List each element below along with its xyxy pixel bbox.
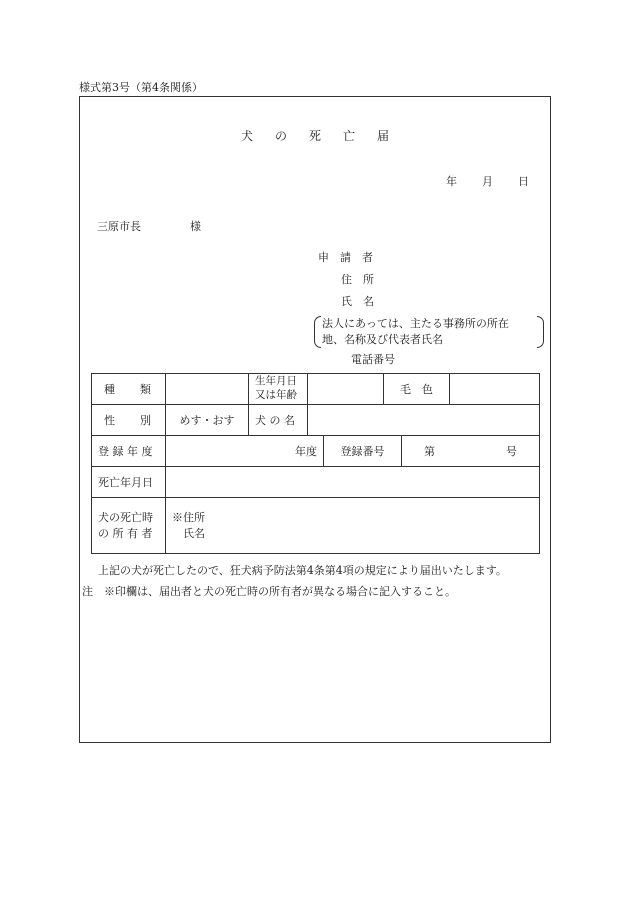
applicant-address-label: 住 所 — [341, 273, 374, 286]
addressee-honorific: 様 — [190, 220, 201, 233]
registration-number-value-cell[interactable] — [402, 436, 540, 467]
bracket-left — [314, 316, 321, 348]
title-char: 亡 — [343, 129, 356, 143]
registration-year-value-cell[interactable] — [166, 436, 324, 467]
title-char: 届 — [377, 129, 390, 143]
sex-options-cell[interactable] — [166, 405, 249, 436]
date-month: 月 — [482, 175, 493, 188]
corporate-note-line1: 法人にあっては、主たる事務所の所在 — [322, 317, 509, 330]
corporate-note-line2: 地、名称及び代表者氏名 — [322, 333, 443, 346]
form-number: 様式第3号（第4条関係） — [79, 81, 203, 94]
note: 注 ※印欄は、届出者と犬の死亡時の所有者が異なる場合に記入すること。 — [82, 585, 456, 598]
birth-label-line1: 生年月日 — [255, 375, 297, 388]
owner-label-cell — [92, 498, 166, 554]
kind-label-char: 類 — [140, 383, 151, 396]
applicant-name-label: 氏 名 — [341, 295, 374, 308]
death-date-value-cell[interactable] — [166, 467, 540, 498]
owner-value-cell[interactable] — [166, 498, 540, 554]
applicant-phone-label: 電話番号 — [351, 353, 395, 366]
registration-year-label-cell — [92, 436, 166, 467]
number-prefix: 第 — [424, 445, 435, 458]
sex-options: めす・おす — [179, 414, 235, 427]
owner-label-line2: の 所 有 者 — [98, 526, 153, 540]
registration-number-label-cell — [324, 436, 402, 467]
coat-color-value-cell[interactable] — [450, 374, 540, 405]
birth-label-cell — [249, 374, 308, 405]
sex-label-char: 別 — [140, 414, 151, 427]
bracket-right — [537, 316, 544, 348]
kind-label-char: 種 — [104, 383, 115, 396]
coat-color-label-cell — [384, 374, 450, 405]
sex-label-char: 性 — [104, 414, 115, 427]
table-row — [92, 467, 540, 498]
registration-table — [91, 373, 540, 554]
dog-name-value-cell[interactable] — [308, 405, 540, 436]
number-suffix: 号 — [506, 445, 517, 458]
kind-label-cell — [92, 374, 166, 405]
date-day: 日 — [518, 175, 529, 188]
applicant-label: 申 請 者 — [318, 251, 373, 264]
statement: 上記の犬が死亡したので、狂犬病予防法第4条第4項の規定により届出いたします。 — [98, 564, 507, 577]
title-char: 死 — [308, 129, 321, 143]
year-suffix: 年度 — [295, 445, 317, 458]
sex-label-cell — [92, 405, 166, 436]
death-date-label: 死亡年月日 — [98, 476, 153, 489]
registration-year-label: 登 録 年 度 — [98, 445, 153, 458]
dog-name-label-cell — [249, 405, 308, 436]
owner-name-label: 氏名 — [183, 526, 205, 540]
owner-address-label: ※住所 — [172, 510, 205, 524]
kind-value-cell[interactable] — [166, 374, 249, 405]
form-title — [0, 130, 630, 142]
addressee-name: 三原市長 — [97, 220, 141, 233]
date-year: 年 — [446, 175, 457, 188]
dog-name-label: 犬 の 名 — [255, 414, 295, 427]
birth-label-line2: 又は年齢 — [255, 389, 297, 401]
coat-color-label: 毛 色 — [400, 383, 433, 396]
table-row — [92, 436, 540, 467]
title-char: の — [274, 129, 287, 143]
table-row — [92, 405, 540, 436]
table-row — [92, 374, 540, 405]
owner-label-line1: 犬の死亡時 — [98, 510, 153, 524]
title-char: 犬 — [240, 129, 253, 143]
registration-number-label: 登録番号 — [340, 445, 385, 458]
birth-value-cell[interactable] — [308, 374, 384, 405]
table-row — [92, 498, 540, 554]
death-date-label-cell — [92, 467, 166, 498]
